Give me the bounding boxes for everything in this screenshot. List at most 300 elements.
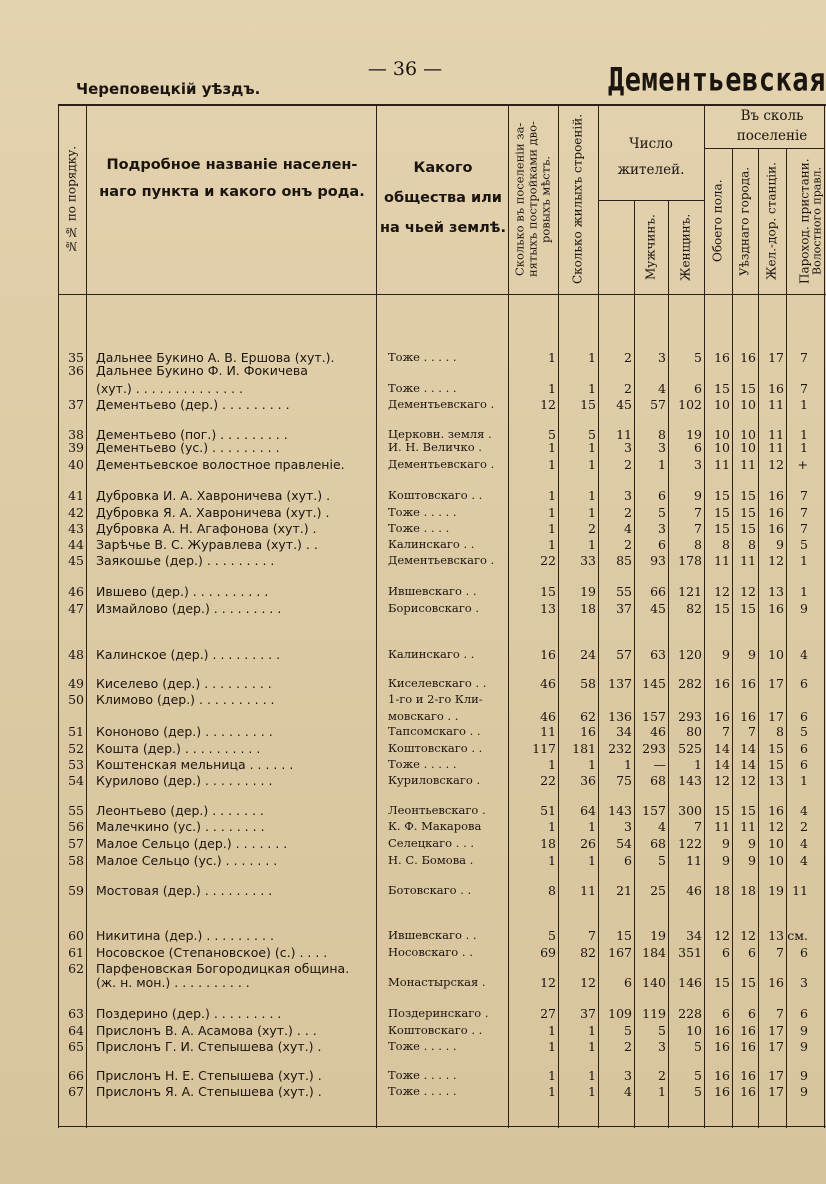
row-value: 2 bbox=[588, 521, 596, 536]
row-value: + bbox=[797, 457, 808, 472]
society-name: 1-го и 2-го Кли- bbox=[388, 692, 483, 706]
col-society-header-line3: на чьей землѣ. bbox=[380, 220, 506, 236]
society-name: Церковн. земля . bbox=[388, 427, 492, 441]
row-value: 37 bbox=[580, 1006, 596, 1021]
table-row bbox=[58, 802, 826, 819]
settlement-name: Коштенская мельница . . . . . . bbox=[96, 757, 294, 772]
row-number: 62 bbox=[68, 961, 84, 976]
row-value: 21 bbox=[616, 883, 632, 898]
row-value: 16 bbox=[768, 975, 784, 990]
row-value: 93 bbox=[650, 553, 666, 568]
row-value: 7 bbox=[776, 1006, 784, 1021]
row-value: 11 bbox=[540, 724, 556, 739]
row-value: 5 bbox=[658, 505, 666, 520]
row-value: 14 bbox=[714, 757, 730, 772]
row-value: 120 bbox=[678, 647, 702, 662]
row-value: 15 bbox=[740, 488, 756, 503]
row-value: 11 bbox=[714, 553, 730, 568]
row-value: 34 bbox=[616, 724, 632, 739]
row-value: 24 bbox=[580, 647, 596, 662]
row-number: 47 bbox=[68, 601, 84, 616]
row-value: 17 bbox=[768, 1039, 784, 1054]
row-value: 9 bbox=[722, 836, 730, 851]
settlement-name: Дубровка А. Н. Агафонова (хут.) . bbox=[96, 521, 317, 536]
settlement-name: Кононово (дер.) . . . . . . . . . bbox=[96, 724, 273, 739]
settlement-name: Малое Сельцо (ус.) . . . . . . . bbox=[96, 853, 278, 868]
table-row bbox=[58, 882, 826, 899]
table-row bbox=[58, 396, 826, 413]
row-value: 8 bbox=[548, 883, 556, 898]
row-value: 6 bbox=[748, 1006, 756, 1021]
row-value: 1 bbox=[588, 1023, 596, 1038]
row-value: 11 bbox=[686, 853, 702, 868]
settlement-name: Дементьевское волостное правленіе. bbox=[96, 457, 345, 472]
society-name: Селецкаго . . . bbox=[388, 836, 475, 850]
settlement-name: Малое Сельцо (дер.) . . . . . . . bbox=[96, 836, 288, 851]
row-number: 51 bbox=[68, 724, 84, 739]
row-value: 6 bbox=[658, 488, 666, 503]
row-value: 1 bbox=[800, 397, 808, 412]
row-value: 45 bbox=[616, 397, 632, 412]
society-name: Тоже . . . . . bbox=[388, 350, 457, 364]
row-value: 9 bbox=[800, 1084, 808, 1099]
row-value: 1 bbox=[548, 381, 556, 396]
row-value: 525 bbox=[678, 741, 702, 756]
row-value: 5 bbox=[800, 724, 808, 739]
row-value: 8 bbox=[776, 724, 784, 739]
row-number: 58 bbox=[68, 853, 84, 868]
settlement-name: (хут.) . . . . . . . . . . . . . . bbox=[96, 381, 244, 396]
row-value: 22 bbox=[540, 553, 556, 568]
row-value: 1 bbox=[548, 1039, 556, 1054]
row-value: 1 bbox=[548, 1023, 556, 1038]
row-value: 45 bbox=[650, 601, 666, 616]
row-value: 8 bbox=[658, 427, 666, 442]
settlement-name: Прислонъ Н. Е. Степышева (хут.) . bbox=[96, 1068, 322, 1083]
society-name: Коштовскаго . . bbox=[388, 1023, 483, 1037]
col-dist-volost-header: Волостного правл. bbox=[810, 167, 824, 276]
society-name: мовскаго . . bbox=[388, 709, 459, 723]
settlement-name: Дальнее Букино Ф. И. Фокичева bbox=[96, 363, 308, 378]
row-value: 7 bbox=[800, 381, 808, 396]
row-value: 1 bbox=[800, 553, 808, 568]
table-row bbox=[58, 1022, 826, 1039]
table-row bbox=[58, 1083, 826, 1100]
society-name: Поздеринскаго . bbox=[388, 1006, 489, 1020]
society-name: Коштовскаго . . bbox=[388, 741, 483, 755]
row-value: 15 bbox=[714, 505, 730, 520]
row-value: 10 bbox=[740, 440, 756, 455]
row-number: 59 bbox=[68, 883, 84, 898]
row-value: 16 bbox=[740, 676, 756, 691]
settlement-name: Малечкино (ус.) . . . . . . . . bbox=[96, 819, 265, 834]
row-value: 12 bbox=[768, 553, 784, 568]
table-row bbox=[58, 439, 826, 456]
row-value: 3 bbox=[624, 440, 632, 455]
col-name-header-line2: наго пункта и какого онъ рода. bbox=[99, 184, 365, 200]
row-value: 15 bbox=[740, 521, 756, 536]
row-value: 15 bbox=[740, 505, 756, 520]
row-value: 19 bbox=[768, 883, 784, 898]
table-row bbox=[58, 362, 826, 379]
table-row bbox=[58, 646, 826, 663]
row-value: 12 bbox=[580, 975, 596, 990]
row-value: 57 bbox=[616, 647, 632, 662]
row-value: 6 bbox=[624, 975, 632, 990]
row-value: 7 bbox=[588, 928, 596, 943]
row-value: 1 bbox=[548, 457, 556, 472]
row-value: 12 bbox=[714, 773, 730, 788]
row-value: 1 bbox=[548, 521, 556, 536]
row-number: 42 bbox=[68, 505, 84, 520]
table-row bbox=[58, 772, 826, 789]
row-value: 11 bbox=[714, 457, 730, 472]
row-value: 68 bbox=[650, 773, 666, 788]
row-value: 157 bbox=[642, 803, 666, 818]
row-value: 18 bbox=[740, 883, 756, 898]
row-value: 2 bbox=[658, 1068, 666, 1083]
row-number: 45 bbox=[68, 553, 84, 568]
table-row bbox=[58, 756, 826, 773]
row-value: 19 bbox=[580, 584, 596, 599]
row-value: 7 bbox=[800, 488, 808, 503]
row-value: 3 bbox=[624, 1068, 632, 1083]
row-value: 16 bbox=[740, 709, 756, 724]
row-value: 3 bbox=[624, 488, 632, 503]
row-value: 17 bbox=[768, 1068, 784, 1083]
row-value: 15 bbox=[580, 397, 596, 412]
row-value: 17 bbox=[768, 709, 784, 724]
table-row bbox=[58, 1038, 826, 1055]
col-society-header-line2: общества или bbox=[384, 190, 502, 206]
row-value: 8 bbox=[694, 537, 702, 552]
row-value: 5 bbox=[694, 1068, 702, 1083]
table-row bbox=[58, 818, 826, 835]
row-value: 13 bbox=[768, 928, 784, 943]
settlement-name: Мостовая (дер.) . . . . . . . . . bbox=[96, 883, 273, 898]
row-value: 15 bbox=[540, 584, 556, 599]
row-value: 10 bbox=[768, 836, 784, 851]
row-value: 14 bbox=[740, 757, 756, 772]
row-value: 11 bbox=[740, 819, 756, 834]
row-value: 7 bbox=[694, 505, 702, 520]
row-value: 15 bbox=[740, 803, 756, 818]
settlement-name: Зарѣчье В. С. Журавлева (хут.) . . bbox=[96, 537, 318, 552]
row-value: 82 bbox=[580, 945, 596, 960]
society-name: И. Н. Величко . bbox=[388, 440, 482, 454]
row-value: — bbox=[653, 757, 666, 772]
settlement-name: Никитина (дер.) . . . . . . . . . bbox=[96, 928, 274, 943]
row-value: 119 bbox=[642, 1006, 666, 1021]
row-value: 58 bbox=[580, 676, 596, 691]
row-value: 11 bbox=[714, 819, 730, 834]
row-value: 1 bbox=[588, 1084, 596, 1099]
row-value: 1 bbox=[588, 440, 596, 455]
row-value: 15 bbox=[740, 601, 756, 616]
row-value: 11 bbox=[768, 440, 784, 455]
table-top-rule bbox=[58, 104, 826, 106]
row-value: 14 bbox=[740, 741, 756, 756]
row-value: 1 bbox=[588, 819, 596, 834]
col-men-header: Мужчинъ. bbox=[643, 214, 658, 280]
row-value: 63 bbox=[650, 647, 666, 662]
society-name: Тоже . . . . . bbox=[388, 1084, 457, 1098]
col-both-header: Обоего пола. bbox=[710, 179, 725, 263]
row-value: 68 bbox=[650, 836, 666, 851]
row-number: 54 bbox=[68, 773, 84, 788]
row-value: 37 bbox=[616, 601, 632, 616]
row-value: 1 bbox=[658, 1084, 666, 1099]
row-value: 15 bbox=[768, 741, 784, 756]
society-name: Борисовскаго . bbox=[388, 601, 479, 615]
settlement-name: Леонтьево (дер.) . . . . . . . bbox=[96, 803, 264, 818]
row-value: 6 bbox=[800, 945, 808, 960]
row-value: 5 bbox=[658, 1023, 666, 1038]
row-value: 5 bbox=[694, 1084, 702, 1099]
row-number: 43 bbox=[68, 521, 84, 536]
row-value: 10 bbox=[768, 647, 784, 662]
row-value: 16 bbox=[740, 1039, 756, 1054]
row-value: 3 bbox=[800, 975, 808, 990]
row-value: 19 bbox=[686, 427, 702, 442]
table-row bbox=[58, 691, 826, 708]
row-value: 5 bbox=[800, 537, 808, 552]
society-name: Тоже . . . . . bbox=[388, 1068, 457, 1082]
page-number: — 36 — bbox=[367, 58, 443, 80]
row-value: 5 bbox=[694, 1039, 702, 1054]
row-value: 10 bbox=[740, 397, 756, 412]
col-dist-town-header: Уѣзднаго города. bbox=[737, 166, 752, 276]
settlement-name: Дементьево (ус.) . . . . . . . . . bbox=[96, 440, 280, 455]
society-name: Тоже . . . . bbox=[388, 521, 450, 535]
row-value: 15 bbox=[714, 975, 730, 990]
row-value: 1 bbox=[624, 757, 632, 772]
row-value: 1 bbox=[588, 537, 596, 552]
row-number: 41 bbox=[68, 488, 84, 503]
society-name: К. Ф. Макарова bbox=[388, 819, 482, 833]
table-row bbox=[58, 740, 826, 757]
row-value: 143 bbox=[678, 773, 702, 788]
row-value: 12 bbox=[714, 928, 730, 943]
row-value: 9 bbox=[800, 1039, 808, 1054]
row-number: 61 bbox=[68, 945, 84, 960]
row-value: 16 bbox=[714, 676, 730, 691]
row-value: 4 bbox=[624, 1084, 632, 1099]
row-value: 16 bbox=[768, 505, 784, 520]
row-value: 15 bbox=[616, 928, 632, 943]
row-value: 6 bbox=[694, 381, 702, 396]
row-value: 17 bbox=[768, 1084, 784, 1099]
row-value: 5 bbox=[548, 427, 556, 442]
row-number: 50 bbox=[68, 692, 84, 707]
row-value: 6 bbox=[800, 741, 808, 756]
row-value: 7 bbox=[776, 945, 784, 960]
table-row bbox=[58, 927, 826, 944]
row-value: 8 bbox=[722, 537, 730, 552]
settlement-name: Дубровка И. А. Хавроничева (хут.) . bbox=[96, 488, 331, 503]
row-value: 178 bbox=[678, 553, 702, 568]
row-value: 18 bbox=[714, 883, 730, 898]
row-value: 1 bbox=[588, 350, 596, 365]
row-value: 143 bbox=[608, 803, 632, 818]
row-value: 27 bbox=[540, 1006, 556, 1021]
table-row bbox=[58, 504, 826, 521]
row-value: 10 bbox=[714, 440, 730, 455]
settlement-name: Прислонъ Г. И. Степышева (хут.) . bbox=[96, 1039, 322, 1054]
row-number: 38 bbox=[68, 427, 84, 442]
row-value: 7 bbox=[800, 350, 808, 365]
row-number: 35 bbox=[68, 350, 84, 365]
society-name: Калинскаго . . bbox=[388, 647, 475, 661]
row-value: 18 bbox=[580, 601, 596, 616]
row-value: 1 bbox=[548, 1084, 556, 1099]
row-number: 64 bbox=[68, 1023, 84, 1038]
row-number: 66 bbox=[68, 1068, 84, 1083]
row-value: 6 bbox=[694, 440, 702, 455]
row-value: 6 bbox=[800, 709, 808, 724]
society-name: Н. С. Бомова . bbox=[388, 853, 474, 867]
row-value: 1 bbox=[548, 819, 556, 834]
row-value: 7 bbox=[748, 724, 756, 739]
row-value: 16 bbox=[768, 803, 784, 818]
district-title: Череповецкій уѣздъ. bbox=[76, 80, 261, 98]
society-name: Дементьевскаго . bbox=[388, 397, 495, 411]
row-value: 2 bbox=[624, 537, 632, 552]
row-number: 65 bbox=[68, 1039, 84, 1054]
table-row bbox=[58, 520, 826, 537]
row-value: 13 bbox=[768, 584, 784, 599]
row-value: 9 bbox=[800, 601, 808, 616]
row-value: 15 bbox=[768, 757, 784, 772]
row-number: 36 bbox=[68, 363, 84, 378]
row-value: 1 bbox=[548, 440, 556, 455]
row-value: 5 bbox=[694, 350, 702, 365]
col-number-header: №№ по порядку. bbox=[64, 145, 79, 253]
row-value: 1 bbox=[694, 757, 702, 772]
row-value: 46 bbox=[650, 724, 666, 739]
row-value: 5 bbox=[588, 427, 596, 442]
row-value: 1 bbox=[588, 1039, 596, 1054]
row-number: 60 bbox=[68, 928, 84, 943]
row-value: 7 bbox=[722, 724, 730, 739]
row-value: 16 bbox=[768, 601, 784, 616]
col-society-header-line1: Какого bbox=[413, 160, 473, 176]
settlement-name: Киселево (дер.) . . . . . . . . . bbox=[96, 676, 272, 691]
row-value: 11 bbox=[740, 553, 756, 568]
row-value: см. bbox=[787, 928, 808, 943]
row-value: 16 bbox=[740, 1023, 756, 1038]
row-value: 12 bbox=[540, 397, 556, 412]
row-value: 33 bbox=[580, 553, 596, 568]
settlement-name: Измайлово (дер.) . . . . . . . . . bbox=[96, 601, 282, 616]
row-value: 9 bbox=[800, 1023, 808, 1038]
row-value: 7 bbox=[800, 521, 808, 536]
row-value: 1 bbox=[588, 381, 596, 396]
row-value: 293 bbox=[642, 741, 666, 756]
row-value: 62 bbox=[580, 709, 596, 724]
society-name: Дементьевскаго . bbox=[388, 457, 495, 471]
settlement-name: Кошта (дер.) . . . . . . . . . . bbox=[96, 741, 261, 756]
settlement-name: Дементьево (дер.) . . . . . . . . . bbox=[96, 397, 290, 412]
row-value: 7 bbox=[694, 819, 702, 834]
row-value: 15 bbox=[714, 601, 730, 616]
row-value: 16 bbox=[740, 1084, 756, 1099]
settlement-name: Прислонъ Я. А. Степышева (хут.) . bbox=[96, 1084, 322, 1099]
row-value: 12 bbox=[740, 584, 756, 599]
row-value: 9 bbox=[722, 853, 730, 868]
row-value: 16 bbox=[714, 1068, 730, 1083]
row-value: 7 bbox=[800, 505, 808, 520]
row-value: 6 bbox=[800, 757, 808, 772]
row-value: 1 bbox=[588, 457, 596, 472]
table-row bbox=[58, 835, 826, 852]
row-value: 2 bbox=[624, 457, 632, 472]
row-value: 109 bbox=[608, 1006, 632, 1021]
row-value: 55 bbox=[616, 584, 632, 599]
col-dist-rail-header: Жел.-дор. станціи. bbox=[764, 162, 779, 280]
society-name: Тапсомскаго . . bbox=[388, 724, 481, 738]
society-name: Тоже . . . . . bbox=[388, 757, 457, 771]
row-value: 232 bbox=[608, 741, 632, 756]
row-value: 15 bbox=[740, 975, 756, 990]
settlement-name: Носовское (Степановское) (с.) . . . . bbox=[96, 945, 328, 960]
settlement-table bbox=[58, 104, 826, 1128]
row-value: 9 bbox=[748, 836, 756, 851]
col-dist-pier-header: Пароход. пристани. bbox=[797, 158, 812, 284]
row-value: 34 bbox=[686, 928, 702, 943]
society-name: Ившевскаго . . bbox=[388, 584, 477, 598]
row-value: 12 bbox=[768, 819, 784, 834]
row-value: 6 bbox=[800, 676, 808, 691]
row-value: 6 bbox=[722, 945, 730, 960]
row-value: 15 bbox=[714, 521, 730, 536]
row-number: 49 bbox=[68, 676, 84, 691]
row-value: 1 bbox=[658, 457, 666, 472]
row-value: 9 bbox=[722, 647, 730, 662]
row-value: 11 bbox=[768, 427, 784, 442]
row-value: 11 bbox=[768, 397, 784, 412]
row-value: 5 bbox=[658, 853, 666, 868]
settlement-name: Ившево (дер.) . . . . . . . . . . bbox=[96, 584, 269, 599]
row-value: 1 bbox=[800, 773, 808, 788]
row-value: 19 bbox=[650, 928, 666, 943]
row-value: 14 bbox=[714, 741, 730, 756]
row-value: 2 bbox=[624, 381, 632, 396]
row-number: 55 bbox=[68, 803, 84, 818]
table-row bbox=[58, 944, 826, 961]
row-value: 4 bbox=[800, 836, 808, 851]
row-value: 6 bbox=[748, 945, 756, 960]
row-value: 1 bbox=[548, 757, 556, 772]
society-name: Киселевскаго . . bbox=[388, 676, 487, 690]
row-number: 63 bbox=[68, 1006, 84, 1021]
row-value: 10 bbox=[686, 1023, 702, 1038]
col-name-header-line1: Подробное названіе населен- bbox=[106, 157, 358, 173]
row-value: 12 bbox=[740, 928, 756, 943]
row-value: 15 bbox=[740, 381, 756, 396]
row-value: 12 bbox=[768, 457, 784, 472]
row-value: 9 bbox=[694, 488, 702, 503]
row-value: 17 bbox=[768, 350, 784, 365]
row-value: 5 bbox=[624, 1023, 632, 1038]
row-value: 85 bbox=[616, 553, 632, 568]
row-value: 157 bbox=[642, 709, 666, 724]
row-value: 300 bbox=[678, 803, 702, 818]
row-value: 4 bbox=[800, 647, 808, 662]
row-value: 145 bbox=[642, 676, 666, 691]
row-value: 16 bbox=[714, 1039, 730, 1054]
row-value: 10 bbox=[768, 853, 784, 868]
